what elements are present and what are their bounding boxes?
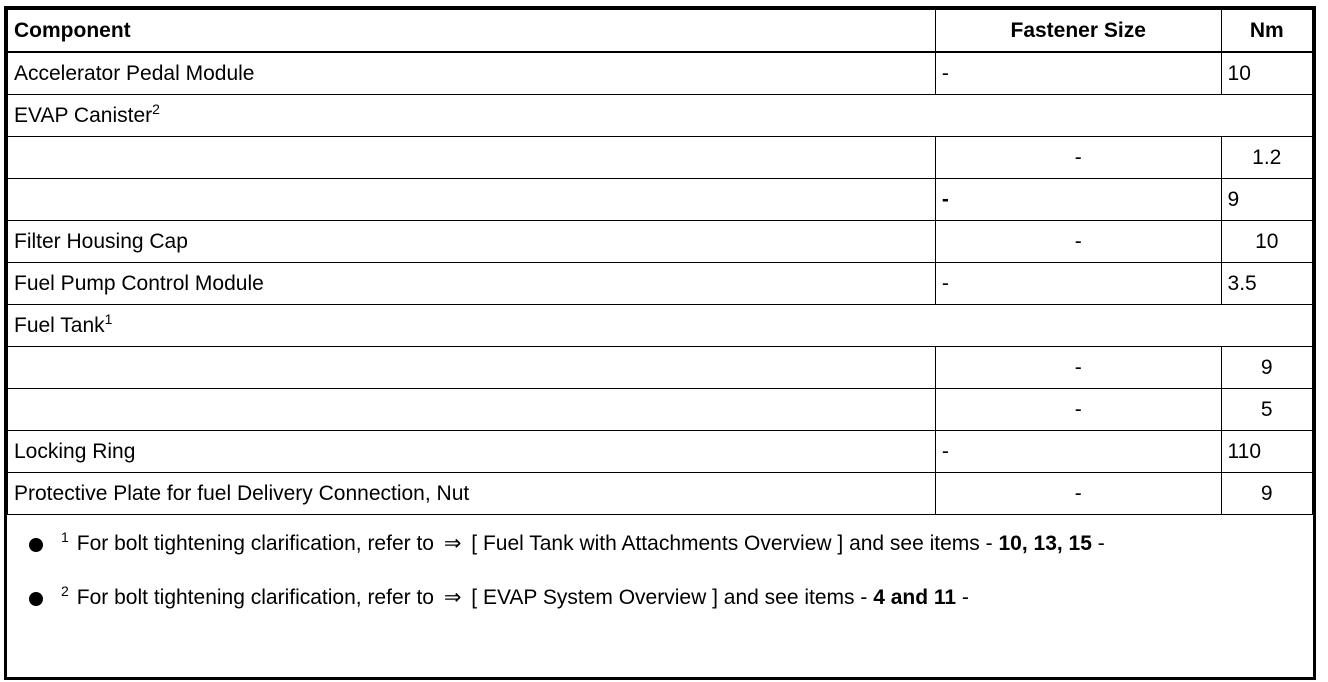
table-group-row [8,305,1313,347]
table-row [8,52,1313,95]
footnotes [7,515,1313,633]
bullet-icon [29,538,43,552]
footnote-tail: - [1097,532,1105,555]
fastener-size-cell: - [935,52,1221,95]
nm-cell: 10 [1221,52,1312,95]
component-cell: Filter Housing Cap [8,221,936,263]
footnote-mid: and see items - [723,586,868,609]
footnote-ref: 2 [152,100,160,117]
table-row [8,221,1313,263]
component-cell [8,179,936,221]
table-row [8,263,1313,305]
footnote-number: 2 [61,583,69,599]
torque-spec-table [7,9,1313,515]
footnote-item [7,525,1313,579]
fastener-size-cell: - [935,431,1221,473]
fastener-size-cell: - [935,389,1221,431]
footnote-items: 4 and 11 [873,586,957,609]
table-row [8,431,1313,473]
footnote-item [7,579,1313,633]
component-group-cell [8,95,1313,137]
header-fastener-size: Fastener Size [935,10,1221,53]
document-frame [4,6,1316,680]
table-row [8,179,1313,221]
fastener-size-cell: - [935,473,1221,515]
nm-cell: 9 [1221,473,1312,515]
nm-cell: 5 [1221,389,1312,431]
nm-cell: 1.2 [1221,137,1312,179]
fastener-size-cell: - [935,137,1221,179]
component-cell: Fuel Pump Control Module [8,263,936,305]
footnote-mid: and see items - [849,532,993,555]
component-cell [8,389,936,431]
footnote-ref: 1 [104,310,113,327]
fastener-size-cell: - [935,347,1221,389]
component-group-cell [8,305,1313,347]
fastener-size-cell: - [935,179,1221,221]
table-header-row [8,10,1313,53]
nm-cell: 10 [1221,221,1312,263]
footnote-lead: For bolt tightening clarification, refer to [76,586,434,609]
nm-cell: 9 [1221,347,1312,389]
component-cell: Protective Plate for fuel Delivery Connection, Nut [8,473,936,515]
component-label: EVAP Canister [14,103,153,127]
component-label: Fuel Tank [14,313,105,337]
arrow-icon: ⇒ [443,532,462,555]
table-row [8,347,1313,389]
fastener-size-cell: - [935,221,1221,263]
reference-link[interactable]: [ Fuel Tank with Attachments Overview ] [471,532,844,555]
table-row [8,137,1313,179]
nm-cell: 110 [1221,431,1312,473]
arrow-icon: ⇒ [443,586,462,609]
component-cell [8,137,936,179]
nm-cell: 3.5 [1221,263,1312,305]
component-cell: Accelerator Pedal Module [8,52,936,95]
footnote-number: 1 [61,529,69,545]
footnote-text [61,525,1105,563]
bullet-icon [29,592,43,606]
component-cell [8,347,936,389]
reference-link[interactable]: [ EVAP System Overview ] [471,586,718,609]
table-group-row [8,95,1313,137]
footnote-text [61,579,969,617]
table-row [8,389,1313,431]
footnote-items: 10, 13, 15 [998,532,1092,555]
component-cell: Locking Ring [8,431,936,473]
footnote-tail: - [961,586,969,609]
table-row [8,473,1313,515]
header-component: Component [8,10,936,53]
fastener-size-cell: - [935,263,1221,305]
footnote-lead: For bolt tightening clarification, refer to [76,532,434,555]
nm-cell: 9 [1221,179,1312,221]
header-nm: Nm [1221,10,1312,53]
